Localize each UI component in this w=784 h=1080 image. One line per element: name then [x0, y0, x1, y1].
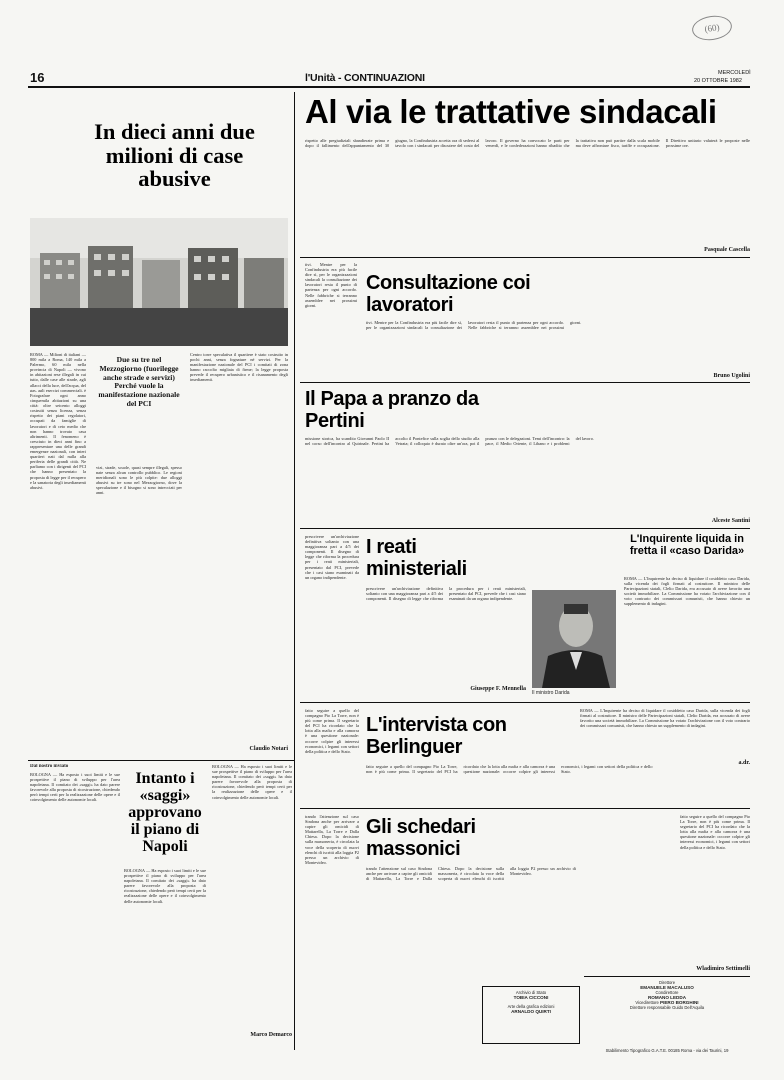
case-abusive-kicker: Due su tre nel Mezzogiorno (fuorilegge anche strade e servizi) Perché vuole la manifestazione nazionale del PCI: [98, 355, 180, 408]
darida-photo: [532, 590, 616, 688]
consultazione-body: tivi. Mentre per la Confindustria era più facile dire sì, per le organizzazioni sindacali la consultazione dei lavoratori resta il punto di partenza per ogni accordo. Nelle fabbriche si terranno assemblee nei prossimi giorni.: [366, 320, 582, 331]
inquirente-body: ROMA — L'Inquirente ha deciso di liquidare il cosiddetto caso Darida, sulla vicenda dei fogli firmati al costruttore. Il ministro delle Partecipazioni statali, Clelio Darida, era accusato di avere favorito una società immobiliare. La Commissione ha votato l'archiviazione con il voto contrario dei commissari comunisti, che hanno chiesto un supplemento di indagini.: [624, 576, 750, 607]
case-abusive-col2: vizi, strade, scuole, quasi sempre illegali, spesso nate senza alcun controllo pubblico. Le regioni meridionali sono le più colpite: due alloggi abusivi su tre sono nel Mezzogiorno, dove la speculazione e il bisogno si sono intrecciati per anni.: [96, 465, 182, 496]
reati-lead: prescrivere un'archiviazione definitiva soltanto con una maggioranza pari a 4/5 dei componenti. Il disegno di legge che riforma la procedura per i reati ministeriali, presentato dal PCI, prevede che i casi siano esaminati da un organo indipendente.: [305, 534, 359, 580]
reati-headline: I reati ministeriali: [366, 536, 467, 580]
papa-headline: Il Papa a pranzo da Pertini: [305, 388, 479, 432]
mid-rule: [300, 702, 750, 703]
archive-box: [482, 986, 580, 1044]
berlinguer-author: Wladimiro Settimelli: [696, 966, 750, 972]
page-stamp: (60): [691, 13, 734, 42]
inquirente-author: a.dr.: [738, 760, 750, 766]
editor-label: Direttore responsabile: [629, 1005, 671, 1010]
schedari-body: trando l'attenzione sul caso Sindona anche per arrivare a capire gli omicidi di Mattarella, La Torre e Dalla Chiesa. Dopo la decisione sulla massoneria, è circolata la voce della scoperta di nuovi elenchi di iscritti alla loggia P2 presso un archivio di Montevideo.: [366, 866, 576, 882]
case-abusive-col3: Centro torre speculativa il quartiere è stato costruito in pochi anni, senza fognature né servizi. Per la manifestazione nazionale del PCI i comitati di zona hanno raccolto migliaia di firme; la legge proposta prevede il recupero urbanistico e il risanamento degli insediamenti.: [190, 352, 288, 383]
masthead: l'Unità - CONTINUAZIONI: [305, 72, 425, 84]
archive-label: Archivio di Stato: [515, 990, 547, 995]
case-abusive-author: Claudio Notari: [249, 746, 288, 752]
editor-name: Guido Dell'Aquila: [672, 1005, 705, 1010]
berlinguer-headline: L'intervista con Berlinguer: [366, 714, 507, 758]
berlinguer-lead: fatto seguire a quello del compagno Pio La Torre, non è più come prima. Il segretario del PCI ha ricordato che la lotta alla mafia e alla camorra è una questione nazionale: occorre colpire gli interessi economici, i legami con settori della politica e dello Stato.: [305, 708, 359, 754]
napoli-body-col2: BOLOGNA — Ha esposto i suoi limiti e le sue prospettive il piano di sviluppo per l'area napoletana. Il comitato dei «saggi» ha dato parere favorevole alla proposta di ricostruzione, chiedendo però tempi certi per la realizzazione delle opere e il coinvolgimento delle autonomie locali.: [124, 868, 206, 904]
page-number: 16: [30, 70, 45, 85]
transmission-info: [483, 1004, 579, 1014]
schedari-headline: Gli schedari massonici: [366, 816, 476, 860]
imprint-editor: [584, 1005, 750, 1010]
vice-director-name: PIERO BORGHINI: [660, 1000, 699, 1005]
papa-rule: [300, 528, 750, 529]
trattative-rule: [300, 257, 750, 258]
schedari-lead: trando l'attenzione sul caso Sindona anche per arrivare a capire gli omicidi di Mattarella, La Torre e Dalla Chiesa. Dopo la decisione sulla massoneria, è circolata la voce della scoperta di nuovi elenchi di iscritti alla loggia P2 presso un archivio di Montevideo.: [305, 814, 359, 865]
director-label: Direttore: [658, 980, 676, 985]
berlinguer-continued: fatto seguire a quello del compagno Pio La Torre, non è più come prima. Il segretario del PCI ha ricordato che la lotta alla mafia e alla camorra è una questione nazionale: occorre colpire gli interessi economici, i legami con settori della politica e dello Stato.: [680, 814, 750, 850]
imprint-co-director: [584, 990, 750, 1000]
berlinguer-rule: [300, 808, 750, 809]
archive-info: [483, 990, 579, 1000]
imprint-box: [584, 976, 750, 1047]
reati-body: prescrivere un'archiviazione definitiva soltanto con una maggioranza pari a 4/5 dei componenti. Il disegno di legge che riforma la procedura per i reati ministeriali, presentato dal PCI, prevede che i casi siano esaminati da un organo indipendente.: [366, 586, 526, 602]
abusive-housing-photo: [30, 218, 288, 346]
archive-name: TOBIA CICCONI: [513, 995, 549, 1000]
consultazione-lead: tivi. Mentre per la Confindustria era più facile dire sì, per le organizzazioni sindacali la consultazione dei lavoratori resta il punto di partenza per ogni accordo. Nelle fabbriche si terranno assemblee nei prossimi giorni.: [305, 262, 357, 308]
inquirente-headline: L'Inquirente liquida in fretta il «caso Darida»: [629, 533, 745, 557]
trattative-author: Pasquale Cascella: [704, 247, 750, 253]
co-director-label: Condirettore: [655, 990, 679, 995]
transmission-name: ARNALDO QUIRTI: [511, 1009, 551, 1014]
imprint-director: [584, 980, 750, 990]
co-director-name: ROMANO LEDDA: [647, 995, 687, 1000]
napoli-dateline: Dal nostro inviato: [30, 764, 69, 769]
header-weekday: MERCOLEDÌ: [718, 70, 751, 76]
darida-photo-caption: Il ministro Darida: [532, 690, 570, 696]
director-name: EMANUELE MACALUSO: [640, 985, 694, 990]
papa-author: Alceste Santini: [711, 518, 750, 524]
header-rule: [28, 86, 750, 88]
napoli-body-col3: BOLOGNA — Ha esposto i suoi limiti e le sue prospettive il piano di sviluppo per l'area napoletana. Il comitato dei «saggi» ha dato parere favorevole alla proposta di ricostruzione, chiedendo però tempi certi per la realizzazione delle opere e il coinvolgimento delle autonomie locali.: [212, 764, 292, 800]
napoli-body-col1: BOLOGNA — Ha esposto i suoi limiti e le sue prospettive il piano di sviluppo per l'area napoletana. Il comitato dei «saggi» ha dato parere favorevole alla proposta di ricostruzione, chiedendo però tempi certi per la realizzazione delle opere e il coinvolgimento delle autonomie locali.: [30, 772, 120, 803]
case-abusive-body: Fotografare ogni anno cinquemila abitazioni su una città: oltre seicento alloggi costruiti senza licenza, senza rispetto dei piani regolatori, occupati da famiglie di lavoratori e di ceto medio che non hanno trovato casa altrimenti. Il fenomeno è cresciuto in dieci anni fino a rappresentare una delle grandi emergenze nazionali, con interi quartieri nati dal nulla alla periferia delle grandi città. Ne parliamo con i dirigenti del PCI che hanno presentato la proposta di legge per il recupero e la sanatoria degli insediamenti abusivi.: [30, 393, 86, 490]
napoli-headline: Intanto i «saggi» approvano il piano di Napoli: [128, 770, 202, 855]
case-abusive-headline: In dieci anni due milioni di case abusive: [94, 119, 255, 192]
trattative-body: rispetto alle pregiudiziali sbandierate prima e dopo il fallimento dell'appuntamento del 30 giugno, la Confindustria accetta ora di sedersi al tavolo con i sindacati per discutere del costo del lavoro. Il governo ha convocato le parti per venerdì, e le confederazioni hanno ribadito che la trattativa non può partire dalla scala mobile ma deve affrontare fisco, tariffe e occupazione. Il Direttivo unitario valuterà le proposte nelle prossime ore.: [305, 138, 750, 149]
left-column-divider: [294, 92, 295, 760]
berlinguer-body: fatto seguire a quello del compagno Pio La Torre, non è più come prima. Il segretario del PCI ha ricordato che la lotta alla mafia e alla camorra è una questione nazionale: occorre colpire gli interessi economici, i legami con settori della politica e dello Stato.: [366, 764, 653, 775]
bottom-left-rule: [28, 760, 295, 761]
bottom-left-divider: [294, 760, 295, 1050]
consultazione-rule: [300, 382, 750, 383]
inquirente-continued: ROMA — L'Inquirente ha deciso di liquidare il cosiddetto caso Darida, sulla vicenda dei fogli firmati al costruttore. Il ministro delle Partecipazioni statali, Clelio Darida, era accusato di avere favorito una società immobiliare. La Commissione ha votato l'archiviazione con il voto contrario dei commissari comunisti, che hanno chiesto un supplemento di indagini.: [580, 708, 750, 729]
transmission-label: Arte della grafica edizioni: [507, 1004, 555, 1009]
consultazione-headline: Consultazione coi lavoratori: [366, 272, 531, 316]
vice-director-label: Vicedirettore: [635, 1000, 659, 1005]
consultazione-author: Bruno Ugolini: [713, 373, 750, 379]
case-abusive-dateline: ROMA — Milioni di italiani — 800 mila a Roma, 140 mila a Palermo, 60 mila nella provincia di Napoli — vivono in abitazioni rese illegali in cui tutto, dalle case alle strade, agli allacci della luce, dell'acqua, del gas, agli esercizi commerciali, è: [30, 352, 86, 392]
reati-author: Giuseppe F. Mennella: [470, 686, 526, 692]
napoli-author: Marco Demarco: [250, 1032, 292, 1038]
printer-line: Stabilimento Tipografico G.A.T.E. 00185 Roma - via dei Taurini, 19: [605, 1048, 729, 1053]
papa-body: missione storica, ha scandito Giovanni Paolo II nel corso dell'incontro al Quirinale. Pertini ha accolto il Pontefice sulla soglia dello studio alla Vetrata; il colloquio è durato oltre un'ora, poi il pranzo con le delegazioni. Temi dell'incontro: la pace, il Medio Oriente, il Libano e i problemi del lavoro.: [305, 436, 594, 447]
trattative-headline: Al via le trattative sindacali: [305, 93, 717, 130]
header-date: 20 OTTOBRE 1982: [694, 78, 742, 84]
